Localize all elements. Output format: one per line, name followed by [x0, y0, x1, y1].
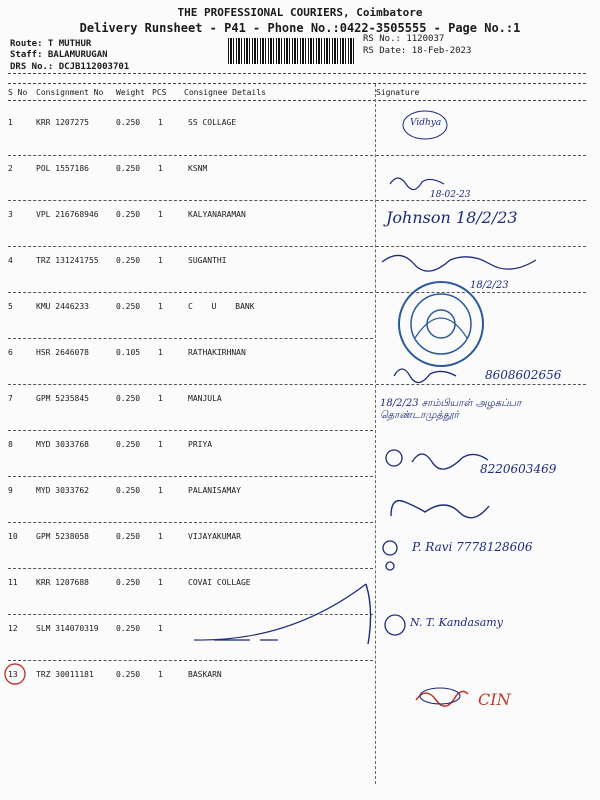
col-pcs: PCS	[152, 88, 167, 97]
row-sno: 2	[8, 164, 13, 173]
row-pcs: 1	[158, 302, 163, 311]
row-pcs: 1	[158, 164, 163, 173]
row-sno: 4	[8, 256, 13, 265]
row-pcs: 1	[158, 670, 163, 679]
row-consignment: HSR 2646078	[36, 348, 89, 357]
row-consignee: KSNM	[188, 164, 208, 173]
row-consignee: PALANISAMAY	[188, 486, 241, 495]
col-signature: Signature	[376, 88, 420, 97]
row-consignee: PRIYA	[188, 440, 213, 449]
signature-7: 18/2/23 சாம்பியாள் அழகப்பா தொண்டாமுத்தூர்	[380, 398, 522, 421]
row-weight: 0.250	[116, 578, 141, 587]
row-consignment: SLM 314070319	[36, 624, 99, 633]
barcode	[228, 38, 356, 64]
row-consignment: GPM 5235845	[36, 394, 89, 403]
drs-number: DRS No.: DCJB112003701	[10, 62, 130, 72]
row-weight: 0.250	[116, 210, 141, 219]
row-divider	[8, 292, 373, 293]
row-consignment: TRZ 30011181	[36, 670, 94, 679]
row-weight: 0.250	[116, 164, 141, 173]
row-sno: 10	[8, 532, 18, 541]
row-consignment: VPL 216768946	[36, 210, 99, 219]
row-pcs: 1	[158, 624, 163, 633]
signature-scribble	[380, 536, 408, 576]
signature-scribble	[385, 492, 495, 522]
row-consignment: KMU 2446233	[36, 302, 89, 311]
row-divider	[8, 476, 373, 477]
row-consignee: BASKARN	[188, 670, 222, 679]
row-pcs: 1	[158, 578, 163, 587]
row-divider	[8, 200, 373, 201]
signature-column-divider	[375, 84, 376, 784]
row-sno: 8	[8, 440, 13, 449]
col-weight: Weight	[116, 88, 145, 97]
signature-scribble	[390, 360, 460, 386]
row-divider	[8, 660, 373, 661]
rs-date: RS Date: 18-Feb-2023	[363, 46, 472, 56]
header-divider-2	[8, 83, 586, 84]
row-divider	[8, 430, 373, 431]
row-pcs: 1	[158, 532, 163, 541]
row-weight: 0.250	[116, 624, 141, 633]
col-sno: S No	[8, 88, 28, 97]
signature-6: 8608602656	[485, 368, 562, 382]
row-sno: 1	[8, 118, 13, 127]
signature-3: Johnson 18/2/23	[386, 208, 518, 227]
row-divider	[8, 246, 373, 247]
row-divider	[8, 522, 373, 523]
signature-13: CIN	[478, 690, 511, 709]
row-pcs: 1	[158, 256, 163, 265]
document-subtitle: Delivery Runsheet - P41 - Phone No.:0422-3505555 - Page No.:1	[79, 21, 521, 35]
row-weight: 0.250	[116, 440, 141, 449]
row-weight: 0.250	[116, 532, 141, 541]
row-consignee: COVAI COLLAGE	[188, 578, 251, 587]
signature-10: P. Ravi 7778128606	[412, 540, 533, 554]
row-consignee: RATHAKIRHNAN	[188, 348, 246, 357]
row-sno: 5	[8, 302, 13, 311]
document-title: THE PROFESSIONAL COURIERS, Coimbatore	[177, 6, 423, 19]
signature-scribble	[380, 248, 540, 272]
signature-2: 18-02-23	[430, 190, 471, 200]
signature-divider	[376, 246, 586, 247]
signature-scribble	[382, 446, 492, 470]
row-weight: 0.250	[116, 302, 141, 311]
row-weight: 0.250	[116, 670, 141, 679]
signature-8: 8220603469	[480, 462, 557, 476]
row-sno: 11	[8, 578, 18, 587]
row-consignee: VIJAYAKUMAR	[188, 532, 241, 541]
row-consignee: SUGANTHI	[188, 256, 227, 265]
row-sno: 12	[8, 624, 18, 633]
row-pcs: 1	[158, 394, 163, 403]
row-consignment: TRZ 131241755	[36, 256, 99, 265]
row-pcs: 1	[158, 486, 163, 495]
row-consignee: SS COLLAGE	[188, 118, 237, 127]
row-sno: 6	[8, 348, 13, 357]
row-divider	[8, 384, 373, 385]
row-weight: 0.250	[116, 394, 141, 403]
row-consignment: KRR 1207688	[36, 578, 89, 587]
row-weight: 0.250	[116, 486, 141, 495]
signature-scribble	[412, 682, 472, 708]
signature-12: N. T. Kandasamy	[410, 616, 503, 629]
row-consignment: POL 1557186	[36, 164, 89, 173]
row-divider	[8, 155, 373, 156]
row-consignment: GPM 5238058	[36, 532, 89, 541]
route: Route: T MUTHUR	[10, 39, 92, 49]
signature-divider	[376, 155, 586, 156]
row-weight: 0.250	[116, 118, 141, 127]
row-pcs: 1	[158, 348, 163, 357]
column-header-divider	[8, 100, 586, 101]
handwritten-dash	[212, 634, 282, 646]
row-weight: 0.105	[116, 348, 141, 357]
row-pcs: 1	[158, 118, 163, 127]
row-sno: 13	[8, 670, 18, 679]
row-divider	[8, 568, 373, 569]
bank-stamp	[395, 278, 487, 370]
row-consignment: MYD 3033762	[36, 486, 89, 495]
row-sno: 7	[8, 394, 13, 403]
col-consignment: Consignment No	[36, 88, 104, 97]
row-consignee: MANJULA	[188, 394, 222, 403]
row-consignment: MYD 3033768	[36, 440, 89, 449]
row-consignee: KALYANARAMAN	[188, 210, 246, 219]
row-sno: 9	[8, 486, 13, 495]
row-consignee: C U BANK	[188, 302, 255, 311]
signature-scribble	[382, 612, 408, 638]
row-weight: 0.250	[116, 256, 141, 265]
col-consignee: Consignee Details	[184, 88, 266, 97]
staff: Staff: BALAMURUGAN	[10, 50, 108, 60]
row-consignment: KRR 1207275	[36, 118, 89, 127]
signature-scribble	[388, 170, 448, 192]
row-sno: 3	[8, 210, 13, 219]
signature-4: 18/2/23	[470, 280, 509, 291]
signature-divider	[376, 200, 586, 201]
row-pcs: 1	[158, 210, 163, 219]
header-divider	[8, 73, 586, 74]
signature-1: Vidhya	[410, 118, 442, 128]
rs-number: RS No.: 1120037	[363, 34, 445, 44]
row-divider	[8, 338, 373, 339]
highlight-circle	[3, 662, 27, 686]
row-pcs: 1	[158, 440, 163, 449]
